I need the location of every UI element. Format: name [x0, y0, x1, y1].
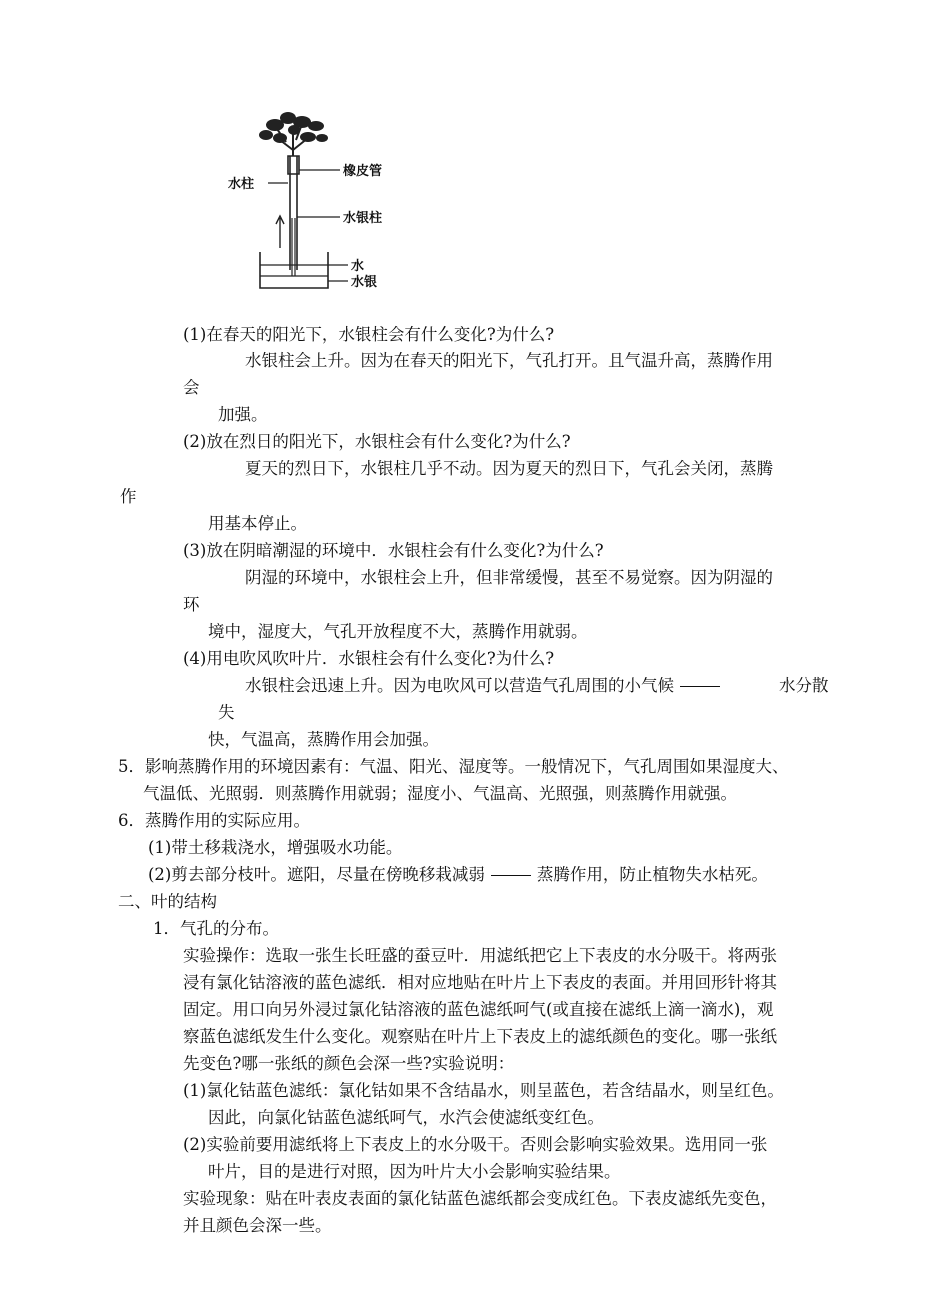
experiment-line-3: 固定。用口向另外浸过氯化钴溶液的蓝色滤纸呵气(或直接在滤纸上滴一滴水)，观 [183, 1000, 774, 1019]
question-3: (3)放在阴暗潮湿的环境中．水银柱会有什么变化?为什么? [183, 541, 604, 560]
point-6-title: 6．蒸腾作用的实际应用。 [118, 811, 310, 830]
up-arrow-icon [276, 216, 284, 248]
label-mercury: 水银 [351, 275, 378, 290]
subsection-1-heading: 1．气孔的分布。 [153, 919, 279, 938]
beaker [260, 252, 328, 288]
phenomenon-line-1: 实验现象：贴在叶表皮表面的氯化钴蓝色滤纸都会变成红色。下表皮滤纸先变色， [183, 1189, 777, 1208]
point-5-line-1: 5．影响蒸腾作用的环境因素有：气温、阳光、湿度等。一般情况下，气孔周围如果湿度大、 [118, 757, 789, 776]
answer-3-line-2: 环 [183, 595, 200, 614]
note-1-line-2: 因此，向氯化钴蓝色滤纸呵气，水汽会使滤纸变红色。 [208, 1108, 604, 1127]
label-water-column: 水柱 [228, 177, 255, 192]
answer-3-line-1: 阴湿的环境中，水银柱会上升，但非常缓慢，甚至不易觉察。因为阴湿的 [245, 568, 773, 587]
label-mercury-column: 水银柱 [343, 211, 383, 226]
answer-4-text-a: 水银柱会迅速上升。因为电吹风可以营造气孔周围的小气候 [245, 676, 674, 695]
point-6-item-2-a: (2)剪去部分枝叶。遮阳，尽量在傍晚移栽减弱 [148, 865, 485, 884]
answer-2-line-3: 用基本停止。 [208, 514, 307, 533]
label-rubber-tube: 橡皮管 [343, 164, 383, 179]
experiment-line-2: 浸有氯化钴溶液的蓝色滤纸．相对应地贴在叶片上下表皮的表面。并用回形针将其 [183, 973, 777, 992]
point-6-item-2-b: 蒸腾作用，防止植物失水枯死。 [536, 865, 768, 884]
answer-4-text-b: 水分散 [779, 676, 829, 695]
answer-1-line-1: 水银柱会上升。因为在春天的阳光下，气孔打开。且气温升高，蒸腾作用 [245, 351, 773, 370]
dash-connector [680, 686, 720, 687]
point-6-item-1: (1)带土移栽浇水，增强吸水功能。 [148, 838, 403, 857]
experiment-line-5: 先变色?哪一张纸的颜色会深一些?实验说明： [183, 1054, 515, 1073]
label-water: 水 [351, 259, 365, 274]
section-2-heading: 二、叶的结构 [118, 892, 217, 911]
answer-3-line-3: 境中，湿度大，气孔开放程度不大，蒸腾作用就弱。 [208, 622, 588, 641]
experiment-line-1: 实验操作：选取一张生长旺盛的蚕豆叶．用滤纸把它上下表皮的水分吸干。将两张 [183, 946, 777, 965]
answer-4-line-2: 失 [218, 703, 235, 722]
point-6-item-2 [148, 864, 768, 886]
answer-2-line-1: 夏天的烈日下，水银柱几乎不动。因为夏天的烈日下，气孔会关闭，蒸腾 [245, 459, 773, 478]
transpiration-apparatus-figure [220, 100, 410, 300]
plant-shoot-icon [259, 112, 328, 156]
point-5-line-2: 气温低、光照弱．则蒸腾作用就弱；湿度小、气温高、光照强，则蒸腾作用就强。 [143, 784, 737, 803]
experiment-line-4: 察蓝色滤纸发生什么变化。观察贴在叶片上下表皮上的滤纸颜色的变化。哪一张纸 [183, 1027, 777, 1046]
answer-1-line-2: 会 [183, 378, 200, 397]
answer-2-line-2: 作 [120, 487, 137, 506]
answer-4-line-3: 快，气温高，蒸腾作用会加强。 [208, 730, 439, 749]
answer-1-line-3: 加强。 [218, 405, 268, 424]
answer-4-line-1 [245, 675, 726, 697]
question-2: (2)放在烈日的阳光下，水银柱会有什么变化?为什么? [183, 432, 571, 451]
note-1-line-1: (1)氯化钴蓝色滤纸：氯化钴如果不含结晶水，则呈蓝色，若含结晶水，则呈红色。 [183, 1081, 784, 1100]
dash-connector-2 [491, 875, 531, 876]
note-2-line-2: 叶片，目的是进行对照，因为叶片大小会影响实验结果。 [208, 1162, 621, 1181]
question-1: (1)在春天的阳光下，水银柱会有什么变化?为什么? [183, 325, 555, 344]
note-2-line-1: (2)实验前要用滤纸将上下表皮上的水分吸干。否则会影响实验效果。选用同一张 [183, 1135, 768, 1154]
question-4: (4)用电吹风吹叶片．水银柱会有什么变化?为什么? [183, 649, 555, 668]
phenomenon-line-2: 并且颜色会深一些。 [183, 1216, 332, 1235]
